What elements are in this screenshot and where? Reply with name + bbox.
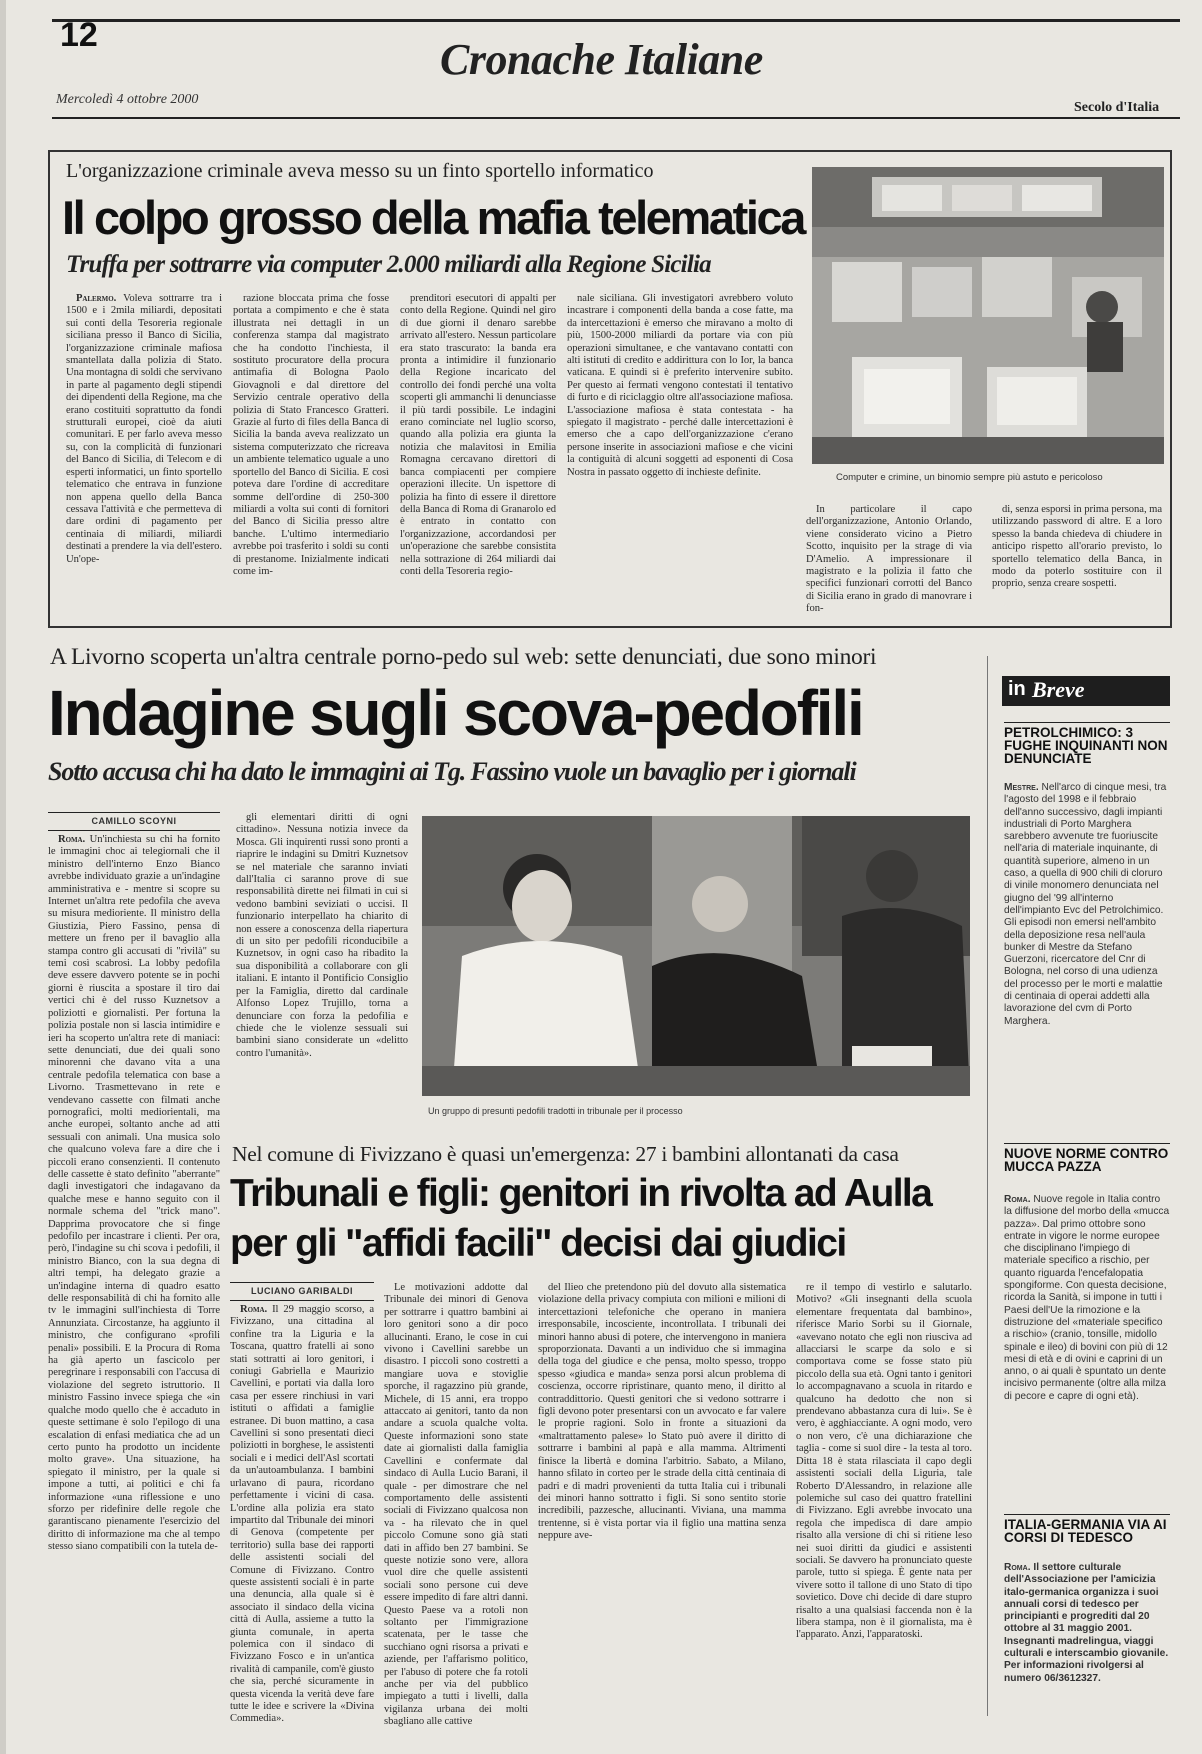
mafia-col-3-text: prenditori esecutori di appalti per conto della Regione. Quindi nel giro di due giorni il denaro sarebbe arrivato all'estero. Nessun particolare era stato trascurato: la banda era pronta a intimidire il funzionario della Regione incaricato del controllo dei fondi perché una volta scoperti gli ammanchi li denunciasse il più tardi possibile. Le indagini erano cominciate nel luglio scorso, quando alla polizia era giunta la notizia che malavitosi in Emilia Romagna cercavano direttori di banca compiacenti per compiere operazioni illecite. Un ispettore di polizia ha finto di essere il direttore della Banca di Roma di Granarolo ed è entrato in contatto con l'organizzazione, accordandosi per un'operazione che sarebbe consistita nella sottrazione di 264 miliardi dai conti della Tesoreria regio- <box>400 293 556 577</box>
brief-2-title: NUOVE NORME CONTRO MUCCA PAZZA <box>1004 1146 1169 1174</box>
masthead-bottom-rule <box>52 117 1180 119</box>
page-left-edge <box>0 0 6 1754</box>
pedofili-col-1-text: Un'inchiesta su chi ha fornito le immagini choc ai telegiornali che il ministro dell'interno Enzo Bianco avrebbe individuato grazie a un'indagine amministrativa e - mentre si scopre su Internet un'altra rete pedofila che aveva su misura medioriente. Il ministro della Giustizia, Piero Fassino, pensa di mettere un freno per il bavaglio alla stampa contro gli accusati di "rivilà" su temi così scabrosi. La lobby pedofila deve essere davvero potente se in pochi giorni è riuscita a spostare il tiro dai vertici chi è del russo Kuznetsov a poliziotti e giornalisti. Per fortuna la polizia postale non si lascia intimidire e ieri ha scoperto un'altra rete di maniaci: sette denunciati, due dei quali sono minorenni che davano vita a una centrale pedofila telematica con base a Livorno. Trasmettevano in rete e vendevano cassette con filmati anche pornografici, molti mediorientali, ma anche europei, soltanto anche ad atti sessuali con animali. Una musica solo che qualcuno voleva fare a dire che i piccoli erano consenzienti. Il contenuto delle cassette è stato definito "aberrante" dagli investigatori che indagavano da qualche mese e hanno seguito con il normale schema del "trick mano". Dapprima provocatore che si finge pedofilo per incastrare i clienti. Per ora, però, l'indagine su chi scova i pedofili, il ministro Bianco, con la sua degna di altri tempi, ha delegato grazie a un'indagine interna di quadro esatto delle responsabilità di chi ha fornito alle tv le immagini sull'inchiesta di Torre Annunziata. Circostanze, ha aggiunto il ministro, che configurano «profili penali» possibili. E la Procura di Roma ha già aperto un fascicolo per peregrinare i responsabili con l'accusa di violazione del segreto istruttorio. Il ministro Fassino invece spiega che «in qualche modo quello che è accaduto in queste settimane è solo l'epilogo di una escalation di enfasi mediatica che ad un certo punto ha prodotto un incidente molto grave». Una situazione, ha spiegato il ministro, per la quale si impone a tutti, ai politici e chi fa informazione «una riflessione e uno sforzo per ridefinire delle regole che garantiscano pienamente l'esercizio del diritto di informazione ma che al tempo stesso siano compatibili con la tutela de- <box>48 834 221 1553</box>
mafia-deck: Truffa per sottrarre via computer 2.000 miliardi alla Regione Sicilia <box>66 251 711 278</box>
pedofili-byline-rule-top <box>48 812 220 813</box>
aulla-col-2-text: Le motivazioni addotte dal Tribunale dei minori di Genova per sottrarre i quattro bambini ai loro genitori sono a dir poco allucinanti. Erano, le cose in cui vivono i Cavellini sarebbe un disastro. I piccoli sono costretti a mangiare uova e stoviglie sporche, il ragazzino più grande, Michele, di 15 anni, era troppo attaccato ai genitori, tanto da non andare a scuola qualche volta. Queste informazioni sono state date ai giornalisti dalla famiglia Cavellini e confermate dal sindaco di Aulla Lucio Barani, il quale - per dimostrare che nel comportamento delle assistenti sociali di Fivizzano qualcosa non va - ha rilevato che in quel piccolo Comune sono già stati dati in affido ben 27 bambini. Se queste notizie sono vere, allora vuol dire che quelle assistenti sociali sono persone cui deve essere impedito di fare altri danni. Questo Paese va a rotoli non soltanto per l'immigrazione scatenata, per le tasse che succhiano ogni risorsa a privati e aziende, per l'affarismo politico, per l'abuso di potere che fa rotoli anche per via del pubblico impiegato a tutti i livelli, dalla vigilanza urbana dei molti sbagliano alle cattive <box>384 1282 528 1728</box>
mafia-photo <box>812 167 1164 464</box>
mafia-col-4 <box>567 293 793 605</box>
mafia-bottom-col-2 <box>992 504 1162 610</box>
brief-1-text: Nell'arco di cinque mesi, tra l'agosto del 1998 e il febbraio dell'anno successivo, dagli impianti industriali di Porto Marghera sarebbero avvenute tre fuoriuscite nell'aria di materiale inquinante, di quantità superiore, almeno in un caso, a quella di 900 chili di cloruro di vinile monomero denunciata nel giugno del '99 all'interno dell'impianto Evc del Petrolchimico. Gli episodi non emersi nell'ambito della deposizione resa nell'aula bunker di Mestre da Stefano Guerzoni, ricercatore del Cnr di Bologna, nel corso di una udienza del processo per le morti e malattie di centinaia di operai addetti alla lavorazione del cvm di Porto Marghera. <box>1004 782 1167 1027</box>
brief-3-title: ITALIA-GERMANIA VIA AI CORSI DI TEDESCO <box>1004 1517 1167 1545</box>
aulla-kicker: Nel comune di Fivizzano è quasi un'emergenza: 27 i bambini allontanati da casa <box>232 1142 899 1166</box>
brief-2-text-block <box>1004 1194 1170 1512</box>
aulla-headline-line-2: per gli "affidi facili" decisi dai giudici <box>230 1222 846 1265</box>
computer-room-image <box>812 167 1164 464</box>
pedofili-dateline: Roma. <box>58 834 86 845</box>
in-breve-label-in: in <box>1008 678 1026 700</box>
pedofili-headline: Indagine sugli scova-pedofili <box>48 677 863 749</box>
brief-1-rule <box>1004 722 1170 723</box>
brief-1-text-block <box>1004 782 1170 1144</box>
pedofili-byline: CAMILLO SCOYNI <box>91 816 177 826</box>
mafia-kicker: L'organizzazione criminale aveva messo su un finto sportello informatico <box>66 160 654 182</box>
mafia-photo-caption: Computer e crimine, un binomio sempre più astuto e pericoloso <box>836 472 1103 483</box>
aulla-headline-line-1: Tribunali e figli: genitori in rivolta ad Aulla <box>230 1172 932 1215</box>
pedofili-col-1 <box>48 834 220 1714</box>
mafia-dateline: Palermo. <box>76 293 117 304</box>
aulla-dateline: Roma. <box>240 1304 268 1315</box>
aulla-col-4 <box>796 1282 972 1716</box>
section-title-text: Cronache Italiane <box>440 35 763 84</box>
aulla-col-3-text: del Ilieo che pretendono più del dovuto alla sistematica violazione della privacy compiuta con milioni e milioni di intercettazioni telefoniche che operano in maniera irresponsabile, incosciente, incontrollata. I tribunali dei minori hanno abusi di potere, che intervengono in maniera sproporzionata. Davanti a un individuo che si immagina della toga del giudice e che pensa, molto spesso, troppo spesso «giudica e manda» senza porsi alcun problema di coscienza, occorre ripristinare, quanto meno, il diritto al contraddittorio. Questi genitori che si vedono sottrarre i figli devono poter presentarsi con un avvocato e far valere le proprie ragioni. Solo in fronte a situazioni da «maltrattamento palese» lo Stato può avere il diritto di sottrarre i bambini al papà e alla mamma. Altrimenti finisce la libertà e domina l'arbitrio. Sabato, a Milano, hanno sfilato in corteo per le strade della città centinaia di padri e di madri provenienti da tutta Italia cui i tribunali dei minori hanno sottratto i figli. Si sono sentito storie incredibili, pazzesche, allucinanti. Viviana, una mamma trentenne, si è vista portar via il figlio una mattina senza neppure ave- <box>538 1282 786 1542</box>
aulla-col-2 <box>384 1282 528 1728</box>
tribunal-image <box>422 816 970 1096</box>
pedofili-col-2-text: gli elementari diritti di ogni cittadino». Nessuna notizia invece da Mosca. Gli inquirenti russi sono pronti a riaprire le indagini su Dmitri Kuznetsov se nel materiale che saranno inviati dall'Italia ci saranno prove di sue responsabilità dirette nei filmati in cui si vedono bambini seviziati o uccisi. Il funzionario interpellato ha chiarito di non essere a conoscenza della riapertura di un sito per pedofili riconducibile a Kuznetsov, in ogni caso ha ribadito la sua disponibilità a collaborare con gli italiani. E intanto il Pontificio Consiglio per la Famiglia, diretto dal cardinale Alfonso Lopez Trujillo, torna a denunciare con forza la pedofilia e chiede che le violenze sessuali sui bambini siano considerate un «delitto contro l'umanità». <box>236 812 408 1059</box>
paper-name: Secolo d'Italia <box>1074 100 1160 115</box>
mafia-col-4-text: nale siciliana. Gli investigatori avrebbero voluto incastrare i componenti della banda a cose fatte, ma da intercettazioni è emerso che miravano a molto di più, 1500-2000 miliardi da portare via con più operazioni simultanee, e che vantavano contatti con alti istituti di credito e addirittura con lo Ior, la banca vaticana. E quindi si è preferito intervenire subito. Per questo ai fermati vengono contestati il tentativo di furto e di riciclaggio oltre all'associazione mafiosa. L'associazione mafiosa è stata contestata - ha spiegato il magistrato - perché dalle intercettazioni è emerso che a capo dell'organizzazione c'erano persone inserite in associazioni mafiose e che vicini la contiguità di alcuni soggetti ad esponenti di Cosa Nostra in passato oggetto di inchieste definite. <box>567 293 793 478</box>
section-title <box>440 34 800 96</box>
aulla-col-3 <box>538 1282 786 1716</box>
in-breve-label-breve: Breve <box>1032 677 1085 702</box>
brief-2-dateline: Roma. <box>1004 1194 1031 1205</box>
mafia-bottom-col-2-text: di, senza esporsi in prima persona, ma utilizzando password di altre. E a loro spesso la banda chiedeva di chiudere in anticipo rispetto all'orario previsto, lo sportello telematico della Banca, in modo da poterlo sostituire con il proprio, senza creare sospetti. <box>992 504 1162 590</box>
mafia-bottom-col-1-text: In particolare il capo dell'organizzazione, Antonio Orlando, viene considerato vicino a Pietro Scotto, inquisito per la strage di via D'Amelio. A impressionare il magistrato e la polizia il fatto che specifici funzionari corrotti del Banco di Sicilia erano in grado di manovrare i fon- <box>806 504 972 615</box>
in-breve-banner <box>1002 676 1170 706</box>
masthead-date: Mercoledì 4 ottobre 2000 <box>56 92 199 107</box>
aulla-col-1 <box>230 1304 375 1725</box>
pedofili-kicker: A Livorno scoperta un'altra centrale porno-pedo sul web: sette denunciati, due sono minori <box>50 644 877 670</box>
mafia-col-2 <box>233 293 389 605</box>
pedofili-col-2 <box>236 812 408 1096</box>
pedofili-photo <box>422 816 970 1096</box>
pedofili-deck: Sotto accusa chi ha dato le immagini ai Tg. Fassino vuole un bavaglio per i giornali <box>48 757 856 786</box>
in-breve-separator <box>987 656 988 1716</box>
aulla-col-4-text: re il tempo di vestirlo e salutarlo. Motivo? «Gli insegnanti della scuola elementare frequentata dal bambino», riferisce Mario Sorbi su il Giornale, «avevano notato che egli non riusciva ad allacciarsi le scarpe da solo e si comportava come se fosse stato più piccolo della sua età. Ogni tanto i genitori lo accompagnavano a scuola in ritardo e qualcuno ha dedotto che non si prendevano abbastanza cura di lui». Se è vero, è agghiacciante. A ogni modo, vero o non vero, c'è una dichiarazione che taglia - come si suol dire - la testa al toro. Ditta 18 è stata rilasciata il capo degli assistenti sociali della Liguria, tale Roberto D'Alessandro, in relazione alle polemiche sul caso dei quattro fratellini di Fivizzano. Egli avrebbe invocato una regola che impedisca di dare ampio risalto alla versione di chi si ritiene leso nei suoi diritti da giudici e assistenti sociali. Se davvero ha pronunciato queste parole, tutto si spiega. È gente nata per vivere sotto il tallone di uno Stato di tipo sovietico. Dove chi decide di dare stupro risalto a una qualsiasi faccenda non è la libera stampa, non è il giornalista, ma è l'apparato. Anzi, l'apparatoski. <box>796 1282 972 1641</box>
mafia-col-1 <box>66 293 222 605</box>
pedofili-byline-rule-bottom <box>48 830 220 831</box>
mafia-col-2-text: razione bloccata prima che fosse portata a compimento e che è stata illustrata nei dettagli in un conferenza stampa dal magistrato che ha condotto l'inchiesta, il sostituto procuratore della procura antimafia di Bologna Paolo Giovagnoli e dal direttore del Servizio centrale operativo della polizia di Stato Francesco Gratteri. Grazie al furto di files della Banca di Sicilia la banda aveva realizzato un sistema computerizzato che ricreava un ambiente telematico uguale a uno sportello del Banco di Sicilia. E così poteva dare l'ordine di accreditare somme dell'ordine di 250-300 miliardi a volta sui conti di fornitori del Banco di Sicilia presso altre banche. L'ultimo intermediario avrebbe poi trasferito i soldi su conti di prestanome. Inizialmente indicati come im- <box>233 293 389 577</box>
pedofili-photo-caption: Un gruppo di presunti pedofili tradotti in tribunale per il processo <box>428 1106 683 1116</box>
aulla-byline: LUCIANO GARIBALDI <box>251 1286 353 1296</box>
page-number: 12 <box>60 16 98 54</box>
brief-3-rule <box>1004 1514 1170 1515</box>
brief-3-text-block <box>1004 1562 1170 1712</box>
mafia-col-1-text: Voleva sottrarre tra i 1500 e i 2mila miliardi, depositati sui conti della Tesoreria regionale siciliana presso il Banco di Sicilia, l'organizzazione criminale mafiosa smantellata dalla polizia di Stato. Una montagna di soldi che servivano in parte al pagamento degli stipendi dei dipendenti della Regione, ma che erano costituiti soprattutto da fondi strutturali europei, cioè da aiuti comunitari. E per farlo aveva messo su, con la complicità di funzionari del Banco di Sicilia, di Telecom e di esperti informatici, un finto sportello telematico che entrava in funzione non appena quello della Banca cessava l'attività e che permetteva di dare ordini di pagamento per centinaia di miliardi, miliardi destinati a prendere la via dell'estero. Un'ope- <box>66 293 222 565</box>
mafia-bottom-col-1 <box>806 504 972 615</box>
aulla-byline-rule-bottom <box>230 1300 374 1301</box>
aulla-col-1-text: Il 29 maggio scorso, a Fivizzano, una cittadina al confine tra la Liguria e la Toscana, quattro fratelli ai sono stati sottratti ai loro genitori, i coniugi Gabriella e Maurizio Cavellini, e portati via dalla loro casa per essere rinchiusi in vari istituti o affidati a famiglie estranee. Di buon mattino, a casa Cavellini si sono presentati dieci poliziotti in borghese, le assistenti sociali e i medici dell'Asl scortati da un'autoambulanza. I bambini urlavano di paura, ricordano perfettamente i vicini di casa. L'ordine alla polizia era stato impartito dal Tribunale dei minori di Genova (competente per territorio) sulla base dei rapporti delle assistenti sociali del Comune di Fivizzano. Contro queste assistenti sociali è in parte una denuncia, alla quale si è associato il sindaco della vicina città di Aulla, assieme a tutto la giunta comunale, in aperta polemica con il sindaco di Fivizzano Fosco e in un'antica rivalità di campanile, com'è giusto che sia, perché sicuramente in questa vicenda la verità deve fare tutte le idee e scrivere la «Divina Commedia». <box>230 1304 375 1725</box>
mafia-headline: Il colpo grosso della mafia telematica <box>62 191 805 244</box>
brief-2-rule <box>1004 1143 1170 1144</box>
brief-1-title: PETROLCHIMICO: 3 FUGHE INQUINANTI NON DENUNCIATE <box>1004 725 1168 766</box>
brief-1-dateline: Mestre. <box>1004 782 1039 793</box>
brief-3-dateline: Roma. <box>1004 1562 1031 1573</box>
aulla-byline-rule-top <box>230 1282 374 1283</box>
brief-3-text: Il settore culturale dell'Associazione per l'amicizia italo-germanica organizza i suoi annuali corsi di tedesco per principianti e progrediti dal 20 ottobre al 31 maggio 2001. Insegnanti madrelingua, viaggi culturali e interscambio giovanile. Per informazioni rivolgersi al numero 06/3612327. <box>1004 1562 1169 1684</box>
masthead-top-rule <box>52 19 1180 22</box>
mafia-col-3 <box>400 293 556 605</box>
brief-2-text: Nuove regole in Italia contro la diffusione del morbo della «mucca pazza». Dal primo ottobre sono entrate in vigore le norme europee che disciplinano l'impiego di materiale specifico a rischio, per quanto riguarda l'encefalopatia spongiforme. Con questa decisione, ricorda la Sanità, si impone in tutti i Paesi dell'Ue la rimozione e la distruzione del «materiale specifico a rischio» (cranio, tonsille, midollo spinale e ileo) di bovini con più di 12 mesi di età e di ovini e caprini di un anno, o ai quali è spuntato un dente incisivo permanente (oltre alla milza di pecore e capre di ogni età). <box>1004 1194 1170 1402</box>
